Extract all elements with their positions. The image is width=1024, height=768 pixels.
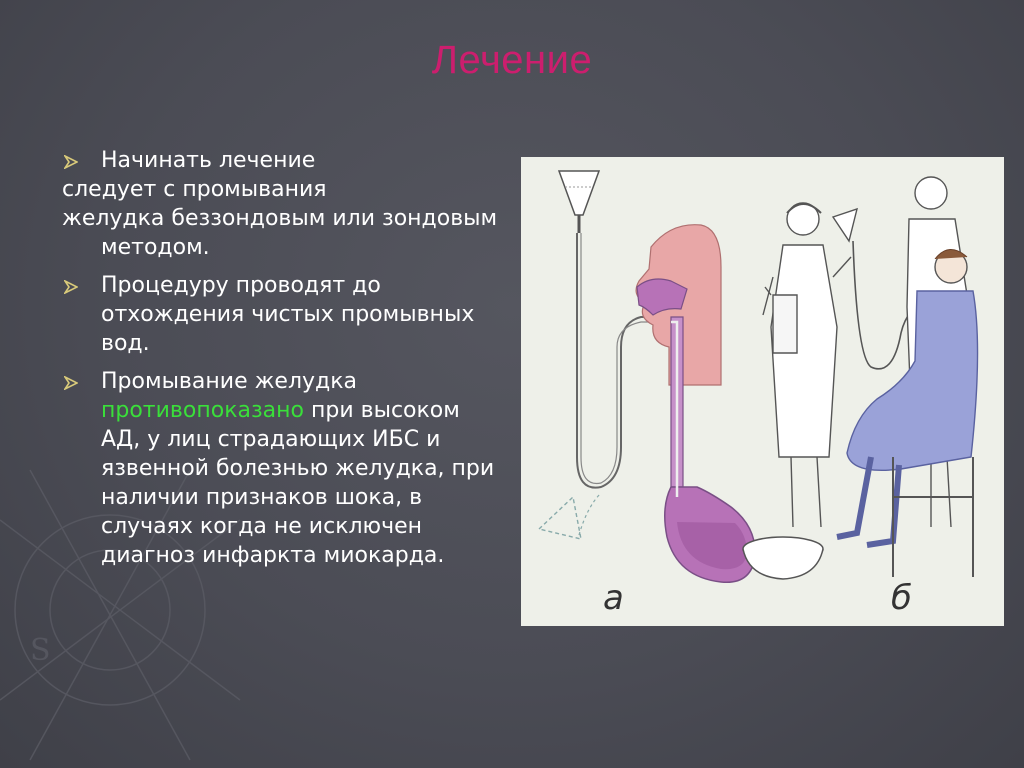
bullet-1-line-2-para	[62, 175, 502, 204]
bullet-2-text: Процедуру проводят до отхождения чистых промывных вод.	[101, 273, 475, 356]
gastric-lavage-illustration	[521, 157, 1004, 626]
arrow-bullet-icon	[64, 280, 78, 294]
bullet-1-line-2: следует с промывания	[62, 177, 327, 202]
bullet-2	[62, 271, 502, 358]
bullet-1-line-3: желудка беззондовым или зондовым методом.	[62, 206, 498, 260]
arrow-bullet-icon	[64, 155, 78, 169]
slide-body	[62, 146, 502, 570]
bullet-3-part-1: Промывание желудка	[101, 369, 358, 394]
bullet-3	[62, 367, 502, 570]
figure-label-a: а	[603, 578, 624, 618]
svg-text:S: S	[30, 633, 51, 668]
bullet-1-line-3-para	[62, 204, 502, 262]
arrow-bullet-icon	[64, 376, 78, 390]
slide-title: Лечение	[431, 38, 593, 82]
bullet-1-line-1: Начинать лечение	[101, 148, 316, 173]
bullet-1	[62, 146, 502, 175]
contraindicated-highlight: противопоказано	[101, 398, 304, 423]
figure-label-b: б	[891, 578, 912, 618]
panel-a-drawing	[539, 171, 755, 582]
panel-b-drawing	[743, 177, 978, 579]
bullet-3-part-2: при высоком АД, у лиц страдающих ИБС и язвенной болезнью желудка, при наличии признаков шока, в случаях когда не исключен диагноз инфаркта миокарда.	[101, 398, 495, 568]
